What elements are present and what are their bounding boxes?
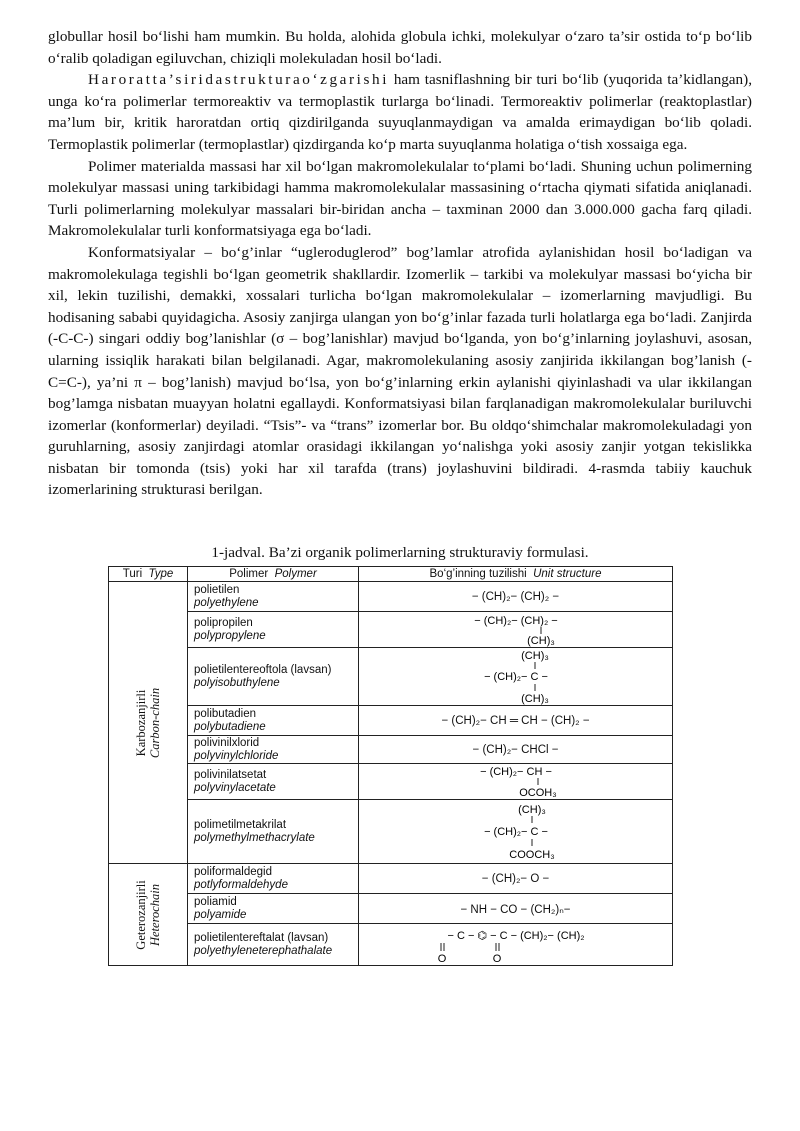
formula-sub: OCOH₃ [518, 786, 557, 799]
formula-oxygen-1: O [437, 952, 446, 965]
polymer-name-uz: polietilentereoftola (lavsan) [194, 663, 332, 676]
paragraph-2-lead: Haroratta’siridastrukturao‘zgarishi [88, 71, 390, 89]
formula-structure [416, 613, 616, 647]
formula-text: − (CH)₂− CH ═ CH − (CH)₂ − [441, 714, 590, 727]
table-row [109, 582, 673, 612]
polymer-name-uz: poliamid [194, 895, 237, 908]
polymer-name-cell [188, 612, 359, 648]
table-caption: 1-jadval. Ba’zi organik polimerlarning strukturaviy formulasi. [211, 544, 589, 561]
polymer-name-en: polyethyleneterephathalate [194, 944, 333, 957]
table-row [109, 800, 673, 864]
header-polymer [188, 567, 359, 582]
formula-main: − (CH)₂− C − [483, 825, 548, 838]
polymer-name-uz: polibutadien [194, 707, 257, 720]
formula-text: − (CH)₂− CHCl − [472, 743, 559, 756]
paragraph-2-rest: ham tasniflashning bir turi bo‘lib (yuqorida ta’kidlangan), unga ko‘ra polimerlar termoreaktiv va termoplastik turlarga bo‘linadi. Termoreaktiv polimerlar (reaktoplastlar) ma’lum bir, kritik haroratdan ortiq qizdirilganda suyuqlanmaydigan va amalda erimaydigan bo‘lib qoladi. Termoplastik polimerlar (termoplastlar) qizdirganda ko‘p marta suyuqlanma holatiga o‘tish xossaiga ega. [48, 71, 752, 153]
formula-cell [359, 706, 673, 736]
formula-structure [416, 649, 616, 705]
formula-cell [359, 924, 673, 966]
table-row [109, 924, 673, 966]
formula-cell [359, 648, 673, 706]
polymer-name-en: polyethylene [194, 596, 259, 609]
polymer-name-cell [188, 894, 359, 924]
table-row [109, 648, 673, 706]
polymer-name-uz: polipropilen [194, 616, 253, 629]
polymer-name-en: polyisobuthylene [194, 676, 280, 689]
formula-cell [359, 864, 673, 894]
table-row [109, 612, 673, 648]
header-unit-en: Unit structure [533, 568, 602, 580]
document-page [48, 26, 752, 965]
header-type-uz: Turi [122, 568, 143, 580]
formula-structure [416, 802, 616, 862]
formula-oxygen-2: O [492, 952, 501, 965]
paragraph-1: globullar hosil bo‘lishi ham mumkin. Bu holda, alohida globula ichki, molekulyar o‘zaro ta’sir ostida to‘p bo‘lib o‘ralib qoladigan egiluvchan, chiziqli molekuladan hosil bo‘ladi. [48, 28, 752, 67]
polymer-name-cell [188, 706, 359, 736]
header-polymer-uz: Polimer [229, 568, 269, 580]
polymer-name-cell [188, 924, 359, 966]
polymer-table [108, 566, 673, 966]
table-row [109, 864, 673, 894]
formula-structure [416, 925, 616, 965]
polymer-name-uz: polivinilatsetat [194, 768, 267, 781]
formula-sub: (CH)₃ [526, 634, 555, 647]
polymer-name-cell [188, 800, 359, 864]
paragraph-3: Polimer materialda massasi har xil bo‘lgan makromolekulalar to‘plami bo‘ladi. Shuning uchun polimerning molekulyar massasi uning tarkibidagi hamma makromolekulalar massasining o‘rtacha qiymati sifatida aniqlanadi. Turli polimerlarning molekulyar massalari bir-biridan ancha – taxminan 2000 dan 3.000.000 gacha farq qiladi. Makromolekulalar turli konformatsiyaga ega bo‘ladi. [48, 157, 752, 240]
formula-text: − NH − CO − (CH₂)ₙ− [460, 903, 571, 916]
formula-top: (CH)₃ [517, 803, 546, 816]
header-polymer-en: Polymer [274, 568, 317, 580]
formula-main: − (CH)₂− CH − [479, 765, 552, 778]
header-unit-uz: Bo‘g’inning tuzilishi [429, 568, 527, 580]
header-unit [359, 567, 673, 582]
table-row [109, 764, 673, 800]
polymer-name-uz: polietilentereftalat (lavsan) [194, 931, 329, 944]
paragraph-4: Konformatsiyalar – bo‘g’inlar “ugleroduglerod” bog’lamlar atrofida aylanishidan hosil bo‘ladigan va makromolekulaga tegishli bo‘lgan geometrik shakllardir. Izomerlik – tarkibi va molekulyar massasi bo‘yicha bir xil, lekin tuzilishi, demakki, xossalari turlicha bo‘lgan makromolekulalar – izomerlarning mavjudligi. Bu hodisaning sababi quyidagicha. Asosiy zanjirga ulangan yon bo‘g’inlar fazada turli holatlarga ega bo‘ladi. Zanjirda (-C-C-) singari oddiy bog’lanishlar (σ – bog’lanishlar) mavjud bo‘lganda, yon bo‘g’inlarning joylashuvi, asosan, ularning issiqlik harakati bilan belgilanadi. Agar, makromolekulaning asosiy zanjirida ikkilangan bog’lanish (-C=C-), ya’ni π – bog’lanish) mavjud bo‘lsa, yon bo‘g’inlarning erkin aylanishi qiyinlashadi va ular ikkilangan bog’lamga nisbatan muayyan holatni egallaydi. Konformatsiyasi bilan farqlanadigan makromolekulalar buriluvchi izomerlar (konformerlar) deyiladi. “Tsis”- va “trans” izomerlar bor. Bu oldqo‘shimchalar makromolekuladagi yon guruhlarning, asosiy zanjirdagi atomlar orasidagi ikkilangan yo‘nalishga yoki asosiy zanjir yotgan tekislikka nisbatan bir tomonda (tsis) yoki har xil tarafda (trans) joylashuvini bildiradi. 4-rasmda tabiiy kauchuk izomerlarining strukturasi berilgan. [48, 243, 752, 499]
polymer-name-cell [188, 582, 359, 612]
polymer-name-en: potlyformaldehyde [194, 878, 288, 891]
formula-main: − (CH)₂− (CH)₂ − [473, 614, 558, 627]
polymer-name-uz: polivinilxlorid [194, 736, 260, 749]
formula-cell [359, 582, 673, 612]
header-type-en: Type [148, 568, 174, 580]
table-header-row [109, 567, 673, 582]
group-carbon-en: Carbon-chain [148, 687, 162, 758]
polymer-name-en: polybutadiene [194, 720, 266, 733]
polymer-name-en: polyamide [194, 908, 247, 921]
formula-text: − (CH)₂− O − [481, 872, 550, 885]
polymer-name-en: polyvinylchloride [194, 749, 279, 762]
polymer-name-en: polypropylene [194, 629, 266, 642]
formula-sub: COOCH₃ [508, 848, 555, 861]
formula-text: − (CH)₂− (CH)₂ − [471, 590, 560, 603]
polymer-name-cell [188, 764, 359, 800]
polymer-name-en: polymethylmethacrylate [194, 831, 315, 844]
table-row [109, 736, 673, 764]
polymer-name-cell [188, 736, 359, 764]
formula-cell [359, 894, 673, 924]
polymer-name-uz: polietilen [194, 583, 240, 596]
formula-cell [359, 800, 673, 864]
polymer-name-cell [188, 864, 359, 894]
group-carbon-uz: Karbozanjirli [134, 689, 148, 756]
table-row [109, 706, 673, 736]
formula-cell [359, 736, 673, 764]
formula-main: − (CH)₂− C − [483, 670, 548, 683]
formula-cell [359, 764, 673, 800]
group-carbon-chain [109, 582, 188, 864]
formula-main: − C − ⌬ − C − (CH)₂− (CH)₂ [446, 929, 585, 942]
formula-top: (CH)₃ [520, 649, 549, 662]
formula-sub: (CH)₃ [520, 692, 549, 705]
table-row [109, 894, 673, 924]
group-hetero-uz: Geterozanjirli [134, 879, 148, 950]
formula-cell [359, 612, 673, 648]
polymer-name-uz: polimetilmetakrilat [194, 818, 287, 831]
polymer-name-en: polyvinylacetate [194, 781, 276, 794]
group-heterochain [109, 864, 188, 966]
formula-structure [416, 765, 616, 799]
paragraph-2 [48, 69, 752, 155]
header-type [109, 567, 188, 582]
polymer-name-cell [188, 648, 359, 706]
polymer-name-uz: poliformaldegid [194, 865, 272, 878]
group-hetero-en: Heterochain [148, 883, 162, 946]
